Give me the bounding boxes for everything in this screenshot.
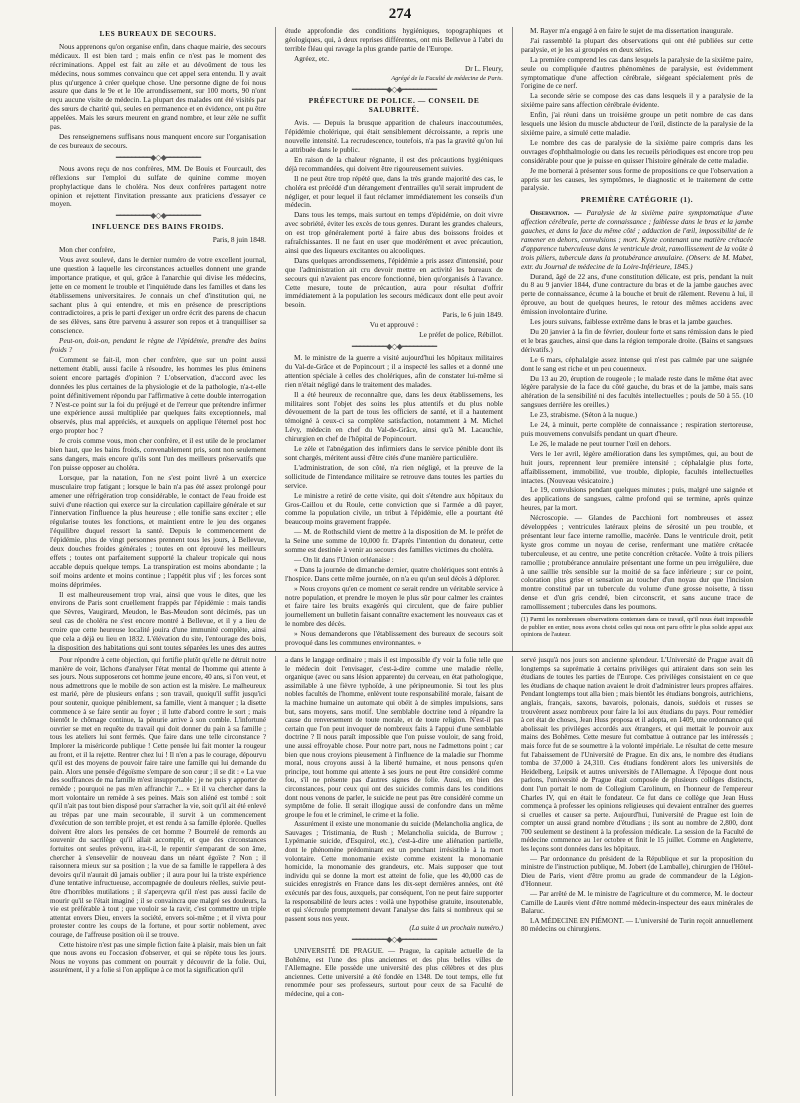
paragraph: Le 23, strabisme. (Séton à la nuque.) bbox=[530, 410, 638, 420]
paragraph: Le 24, à minuit, perte complète de connaissance ; respiration stertoreuse, puis mouvemens convulsifs pendant un quart d'heure. bbox=[521, 420, 753, 438]
column-rule bbox=[275, 27, 276, 651]
paragraph: Des renseignemens suffisans nous manquent encore sur l'organisation de ces bureaux de secours. bbox=[50, 131, 266, 150]
upper-column-1 bbox=[50, 27, 266, 652]
paragraph: Le 6 mars, céphalalgie assez intense qui n'est pas calmée par une saignée dont le sang est riche et un peu couenneux. bbox=[521, 354, 753, 373]
paragraph: servé jusqu'à nos jours son ancienne splendeur. L'Université de Prague avait dû longtemps sa suprématie à certains privilèges qui attiraient dans son sein les étudians de toutes les parties de l'Europe. Ces privilèges consistaient en ce que les étudians de chaque nation avaient le droit d'administrer leurs propres affaires. Pendant longtemps tout alla bien ; mais bientôt les étudians bongrois, autrichiens, anglais, français, saxons, bavarois, polonais, danois, suédois et russes se trouvèrent assez nombreux pour faire la loi aux étudians du pays. Pour remédier à cet état de choses, Jean Huss proposa et il adopta, en 1409, une ordonnance qui abolissait les privilèges accordés aux étrangers, et qui mettait le pouvoir aux mains des Bohêmes. Cette mesure fut combattue à outrance par les intéressés ; mais force fut de se soumettre à la volonté impériale. Le résultat de cette mesure fut l'abaissement de l'Université de Prague. En dix ans, le nombre des étudians tomba de 37,000 à 24,310. Ces étudians fondèrent alors les universités de Heidelberg, Leipsik et autres universités de l'Allemagne. À l'époque dont nous parlons, l'université de Prague était composée de plusieurs collèges distincts, dont l'un portait le nom de Collegium Carolinum, en l'honneur de l'empereur Charles IV, qui en était le fondateur. Ce fut dans ce collège que Jean Huss commença à professer les opinions religieuses qui devaient entraîner des guerres si cruelles et causer sa perte. Aujourd'hui, l'université de Prague est loin de compter un aussi grand nombre d'étudians ; ils sont au nombre de 2,800, dont 700 seulement se destinent à la profession médicale. La session de la Faculté de médecine commence au 1er octobre et finit le 15 juillet. Comme en Angleterre, les leçons sont données dans les hôpitaux. bbox=[521, 656, 753, 854]
paragraph: Nous apprenons qu'on organise enfin, dans chaque mairie, des secours médicaux. Il est bien tard ; mais enfin ce n'est pas le moment des récriminations. Appel est fait au zèle et au dévoûment de tous les médecins, nous sommes convaincu que cet appel sera entendu. Il y avait plus qu'urgence à créer quelque chose. Une personne digne de foi nous assure que dans le 9e et le 10e arrondissement, sur 100 morts, 90 n'ont reçu aucune visite de médecin. La plupart des malades ont été visités par des sœurs de charité qui, seules en permanence et en évidence, ont pu être appelées. Mais les sœurs meurent en grand nombre, et leur zèle ne suffit pas. bbox=[50, 41, 266, 132]
lower-column-3 bbox=[521, 656, 753, 1096]
column-rule bbox=[275, 656, 276, 1096]
paragraph: » Nous croyons qu'en ce moment ce serait rendre un véritable service à notre population, et prendre le moyen le plus sûr pour calmer les craintes et faire taire les bruits exagérés qui circulent, que de faire publier journellement un bulletin faisant connaître exactement les nouveaux cas et le nombre des décès. bbox=[285, 583, 503, 629]
paragraph: Je me bornerai à présenter sous forme de propositions ce que l'observation a appris sur les causes, les symptômes, le diagnostic et le traitement de cette paralysie. bbox=[521, 165, 753, 193]
ornament-divider bbox=[285, 86, 503, 94]
dateline: Paris, le 6 juin 1849. bbox=[442, 310, 503, 320]
column-rule bbox=[512, 656, 513, 1096]
paragraph: Il a été heureux de reconnaître que, dans les deux établissemens, les militaires sont l'objet des soins les plus attentifs et du plus noble dévouement de la part de tous les officiers de santé, et il a hautement témoigné à ceux-ci sa complète satisfaction, notamment à M. Michel Lévy, médecin en chef du Val-de-Grâce, ainsi qu'à M. Lacauchie, chirurgien en chef de l'hôpital de Popincourt. bbox=[285, 389, 503, 444]
ornament-divider bbox=[285, 936, 503, 944]
ornament-divider bbox=[285, 343, 503, 351]
paragraph: » Nous demanderons que l'établissement des bureaux de secours soit provoqué dans les communes environnantes. » bbox=[285, 629, 503, 648]
paragraph: La seconde série se compose des cas dans lesquels il y a paralysie de la sixième paire sans affection cérébrale évidente. bbox=[521, 91, 753, 110]
paragraph: Dans tous les temps, mais surtout en temps d'épidémie, on doit vivre avec sobriété, éviter les excès de tous genres. Durant les grandes chaleurs, on est trop généralement porté à faire abus des boissons froides et rafraîchissantes. Il ne faut en user que modérément et avec précaution, ainsi que des liqueurs excitantes ou alcooliques. bbox=[285, 210, 503, 255]
paragraph: La première comprend les cas dans lesquels la paralysie de la sixième paire, seule ou compliquée d'autres phénomènes de paralysie, est évidemment symptomatique d'une affection cérébrale, siégeant spécialement près de l'origine de ce nerf. bbox=[521, 54, 753, 91]
paragraph: Pour répondre à cette objection, qui fortifie plutôt qu'elle ne détruit notre manière de voir, lâchons d'analyser l'état mental de l'homme qui attente à ses jours. Nous supposerons cet homme jeune encore, 40 ans, si l'on veut, et nous admettrons que le mobile de son action est la misère. Le malheureux est marié, père de plusieurs enfans ; son travail, quoiqu'il suffit jusqu'ici pour soutenir, quoique péniblement, sa famille, vient à manquer ; la disette commence à se faire sentir au foyer ; il lutte d'abord contre le sort ; mais bientôt le chômage continue, la pénurie arrive à son comble. L'infortuné ouvrier se met en requête du travail qui doit donner du pain à sa famille ; tous les ateliers lui sont fermés. Que faire dans une telle circonstance ? Implorer la miséricorde publique ! Cette pensée lui fait monter la rougeur au front, et il la rejette. Rentrer chez lui ! Il n'en a pas le courage, dépourvu qu'il est des moyens de pouvoir faire taire une famille qui lui demande du pain. Alors une pensée d'égoïsme s'empare de son cœur ; il se dit : « La vue des souffrances de ma famille m'est insupportable ; je ne puis y apporter de remède ; pourquoi ne pas m'en affranchir ?... » Et il va chercher dans la mort volontaire un remède à ses peines. Mais son aliéné est tombé : soit qu'il n'ait pas tout bien disposé pour s'arracher la vie, soit qu'il ait été enlevé au trépas par une main secourable, il survit à un commencement d'exécution de son terrible projet, et est rendu à sa famille éplorée. Quelles doivent être alors les pensées de cet homme ? Bourrelé de remords au souvenir du sacrilège qu'il allait accomplir, et que des circonstances fortuites ont seules prévenu, ira-t-il, le repentir s'emparant de son âme, chercher à s'enseveliir de nouveau dans un néant égoïste ? Non ; il raisonnera mieux sur sa position ; la vue de sa famille le rappellera à des devoirs qu'il n'aurait dû jamais oublier ; il aura pour lui la triste expérience d'une tentative infructueuse, accompagnée de douleurs réelles, suivie peut-être d'horribles mutilations ; il s'aperçevra qu'il n'est pas aussi facile de mourir qu'il se l'était imaginé ; il se convaincra que malgré ses douleurs, la vie est préférable à tout ; que vouloir se la ravir, c'est commettre un triple attentat envers Dieu, envers la société, envers soi-même ; et il vivra pour protester contre les coups de la fortune, et pour sortir noblement, avec courage, de l'affreuse position où il se trouve. bbox=[50, 656, 266, 939]
paragraph: Je crois comme vous, mon cher confrère, et il est utile de le proclamer bien haut, que les bains froids, convenablement pris, sont non seulement sans dangers, mais encore qu'ils sont l'un des meilleurs préservatifs que l'on puisse opposer au choléra. bbox=[50, 436, 266, 472]
paragraph: Le 19, convulsions pendant quelques minutes ; puis, malgré une saignée et des applications de sangsues, calme profond qui se termine, après quinze heures, par la mort. bbox=[521, 485, 753, 513]
section-heading: INFLUENCE DES BAINS FROIDS. bbox=[91, 222, 224, 232]
paragraph: Le nombre des cas de paralysie de la sixième paire compris dans les ouvrages d'ophthalmologie ou dans les recueils périodiques est encore trop peu considérable pour que je puisse en quisser l'histoire générale de cette maladie. bbox=[521, 137, 753, 165]
paragraph: M. le ministre de la guerre a visité aujourd'hui les hôpitaux militaires du Val-de-Grâce et de Popincourt ; il a inspecté les salles et a donné une attention spéciale à celles des cholériques, afin de constater lui-même si rien n'était négligé dans le traitement des malades. bbox=[285, 353, 503, 389]
paragraph: Peut-on, doit-on, pendant le règne de l'épidémie, prendre des bains froids ? bbox=[50, 336, 266, 355]
paragraph: Les jours suivans, faiblesse extrême dans le bras et la jambe gauches. bbox=[530, 317, 733, 327]
paragraph: — Par arrêté de M. le ministre de l'agriculture et du commerce, M. le docteur Camille de Laurès vient d'être nommé médecin-inspecteur des eaux minérales de Balaruc. bbox=[521, 890, 753, 916]
paragraph: Il ne peut être trop répété que, dans la très grande majorité des cas, le choléra est précédé d'un dérangement d'entrailles qu'il serait imprudent de négliger, et pour lequel il faut réclamer immédiatement les conseils d'un médecin. bbox=[285, 173, 503, 210]
paragraph: UNIVERSITÉ DE PRAGUE. — Prague, la capitale actuelle de la Bohême, est l'une des plus anciennes et des plus belles villes de l'Allemagne. Elle possède une université des plus célèbres et des plus anciennes. Cette université a été fondée en 1348. De tout temps, elle fut renommée pour ses professeurs, surtout pour ceux de sa Faculté de médecine, qui a con- bbox=[285, 947, 503, 998]
paragraph: Le zèle et l'abnégation des infirmiers dans le service pénible dont ils sont chargés, méritent aussi d'être cités d'une manière particulière. bbox=[285, 444, 503, 462]
horizontal-divider bbox=[50, 651, 753, 652]
paragraph: — Par ordonnance du président de la République et sur la proposition du ministre de l'instruction publique, M. Jobert (de Lamballe), chirurgien de l'Hôtel-Dieu de Paris, vient d'être promu au grade de commandeur de la Légion-d'Honneur. bbox=[521, 854, 753, 889]
salutation: Mon cher confrère, bbox=[59, 245, 116, 255]
observation-title: Paralysie de la sixième paire symptomatique d'une affection cérébrale, perte de connaissance ; faiblesse dans le bras et la jambe gauches, et dans la face du même côté ; adduction de l'œil, impossibilité de le ramener en dehors, convulsions ; mort. Kyste contenant une matière crétacée d'apparence tuberculeuse dans le ventricule droit, ramollissement de la voûte à trois piliers, tubercule dans la protubérance annulaire. (Observ. de M. Mabet, extr. du Journal de médecine de la Loire-Inférieure, 1845.) bbox=[521, 208, 753, 271]
signature-title: Agrégé de la Faculté de médecine de Paris. bbox=[391, 74, 503, 82]
paragraph: Le ministre a retiré de cette visite, qui doit s'étendre aux hôpitaux du Gros-Caillou et du Roule, cette conviction que si l'armée a dû payer, comme la population civile, un tribut à l'épidémie, elle a pourtant été beaucoup moins gravement frappée. bbox=[285, 490, 503, 527]
paragraph: Comment se fait-il, mon cher confrère, que sur un point aussi nettement établi, aussi facile à résoudre, les hommes les plus éminens soient encore partagés d'opinion ? L'observation, d'accord avec les données les plus certaines de la physiologie et de la pathologie, n'a-t-elle point définitivement répondu par l'affirmative à cette double interrogation ? N'est-ce point sur la foi du préjugé et de l'erreur que prétendre infirmer une expérience aussi multipliée par quelques faits exceptionnels, mal observés, plus mal appréciés, et auxquels on applique l'éternel post hoc ergo propter hoc ? bbox=[50, 355, 266, 436]
lower-column-2 bbox=[285, 656, 503, 1096]
lower-column-1 bbox=[50, 656, 266, 1096]
paragraph: L'administration, de son côté, n'a rien négligé, et la preuve de la sollicitude de l'intendance militaire se retrouve dans toutes les parties du service. bbox=[285, 462, 503, 490]
section-heading: LES BUREAUX DE SECOURS. bbox=[99, 29, 217, 38]
continuation-note: (La suite à un prochain numéro.) bbox=[409, 924, 503, 933]
paragraph: Nécroscopie. — Glandes de Pacchioni fort nombreuses et assez développées ; ventricules latéraux pleins de sérosité un peu trouble, et présentant leur face interne ramollie, macérée. Dans le ventricule droit, petit kyste gros comme un noyau de cerise, renfermant une matière crétacée tuberculeuse, et au centre, une petite concrétion crétacée. Voûte à trois piliers ramollie ; protubérance annulaire présentant une forme un peu irrégulière, due à une saillie très sensible sur la moitié de sa face inférieure ; sur ce point, coloration plus grise et sensation au toucher d'un noyau dur que l'incision montre constitué par un tubercule du volume d'une grosse noisette, à tissu dense et d'un gris cendré, bien circonscrit, et sans aucune trace de ramollissement ; tubercules dans les poumons. bbox=[521, 513, 753, 612]
paragraph: Agréez, etc. bbox=[294, 53, 330, 63]
paragraph: Avis. — Depuis la brusque apparition de chaleurs inaccoutumées, l'épidémie cholérique, qui était sensiblement décroissante, a repris une nouvelle intensité. La recrudescence, toutefois, n'a pas la gravité qu'on lui a attribuée dans le public. bbox=[285, 118, 503, 154]
upper-column-3 bbox=[521, 27, 753, 652]
ornament-divider bbox=[50, 212, 266, 220]
dateline: Paris, 8 juin 1848. bbox=[212, 235, 266, 245]
paragraph: — M. de Rothschild vient de mettre à la disposition de M. le préfet de la Seine une somme de 10,000 fr. D'après l'intention du donateur, cette somme est destinée à venir au secours des familles victimes du choléra. bbox=[285, 527, 503, 555]
paragraph: Assurément il existe une monomanie du suicide (Melancholia anglica, de Sauvages ; Tristimania, de Rush ; Melancholia suicida, de Burrow ; Lypémanie suicide, d'Esquirol, etc.), c'est-à-dire une aliénation partielle, dont le phénomène prédominant est un penchant irrésistible à la mort volontaire. Cette monomanie existe comme existent la monomanie homicide, la monomanie des grandeurs, etc. Mais supposer que tout individu qui se donne la mort est atteint de folie, que les 40,000 cas de suicides enregistrés en France dans les dix-sept dernières années, ont été exécutés par des fous, auxquels, par conséquent, l'on ne peut faire supporter la responsabilité de leurs actes : voilà une hypothèse gratuite, insoutenable, et qui s'écroule promptement devant l'analyse des faits si nombreux qui se passent sous nos yeux. bbox=[285, 820, 503, 923]
paragraph: Du 20 janvier à la fin de février, douleur forte et sans rémission dans le pied et le bras gauches, ainsi que dans la région temporale droite. (Bains et sangsues dérivatifs.) bbox=[521, 327, 753, 354]
paragraph: étude approfondie des conditions hygiéniques, topographiques et géologiques, qui, à deux reprises différentes, ont mis Bellevue à l'abri du terrible fléau qui ravage la plus grande partie de l'Europe. bbox=[285, 27, 503, 53]
upper-column-2 bbox=[285, 27, 503, 652]
paragraph: — On lit dans l'Union orléanaise : bbox=[294, 554, 394, 564]
ornament-divider bbox=[50, 154, 266, 162]
observation-heading bbox=[521, 209, 753, 271]
column-rule bbox=[512, 27, 513, 651]
paragraph: Vous avez soulevé, dans le dernier numéro de votre excellent journal, une question à laquelle les circonstances actuelles donnent une grande importance pratique, et qui, grâce à l'anarchie qui divise les médecins, jette en ce moment le trouble et l'inquiétude dans les familles et dans les établissemens universitaires. Je connais un chef d'institution qui, ne sachant plus à qui entendre, et mis en présence de prescriptions contradictoires, a pris le parti d'exiger un ordre écrit des parens de chacun de ses élèves, sans être parvenu à assurer son repos et à tranquilliser sa conscience. bbox=[50, 255, 266, 336]
paragraph: Dans quelques arrondissemens, l'épidémie a pris assez d'intensité, pour que l'administration ait cru devoir mettre en activité les bureaux de secours qui n'avaient pas encore fonctionné, bien qu'organisés à l'avance. Cette mesure, toute de précaution, aura pour résultat d'offrir immédiatement à la population les secours médicaux dont elle peut avoir besoin. bbox=[285, 255, 503, 310]
paragraph: a dans le langage ordinaire ; mais il est impossible d'y voir la folie telle que le médecin doit l'envisager, c'est-à-dire comme une maladie réelle, organique (avec ou sans lésion apparente) du cerveau, en état pathologique, assimilable à une fièvre typhoïde, à une péripneumonie. Si tout les plus nobles facultés de l'homme, enlèvent toute responsabilité morale, faisant de la machine humaine un automate qui obéit à de simples impulsions, sans but, sans moyens, sans motif. Une semblable doctrine tend à répandre la cause du renversement de toute morale, et de toute religion. N'est-il pas certain que l'on peut invoquer de nombreux faits à l'appui d'une semblable doctrine ? Il nous paraît impossible que l'on puisse vouloir, de sang froid, une aussi effroyable chose. Pour notre part, nous ne l'admettons point ; car bien que nous croyions pieusement à l'influence de la maladie sur l'homme moral, nous croyons aussi à la liberté humaine, et nous pensons qu'en principe, tout homme qui attente à ses jours ne peut être considéré comme fou, s'il ne présente pas d'autres signes de folie. Aussi, en bien des circonstances, pour ceux qui ont des suicides commis dans les conditions dont nous venons de parler, le suicide ne peut pas être considéré comme un symptôme de folie. Il serait illogique aussi de confondre dans un même groupe le fou et le criminel, le crime et la folie. bbox=[285, 656, 503, 819]
paragraph: « Dans la journée de dimanche dernier, quatre cholériques sont entrés à l'hospice. Dans cette même journée, on n'a eu qu'un seul décès à déplorer. bbox=[285, 564, 503, 583]
paragraph: Du 13 au 20, éruption de rougeole ; le malade reste dans le même état avec légère paralysie de la face du côté gauche, du bras et de la jambe, mais sans altération de la sensibilité ni des facultés intellectuelles ; pouls de 50 à 55. (10 sangsues derrière les oreilles.) bbox=[521, 373, 753, 410]
paragraph: M. Rayer m'a engagé à en faire le sujet de ma dissertation inaugurale. bbox=[530, 27, 734, 35]
category-heading: PREMIÈRE CATÉGORIE (1). bbox=[580, 195, 694, 205]
paragraph: LA MÉDECINE EN PIÉMONT. — L'université de Turin reçoit annuellement 80 médecins ou chirurgiens. bbox=[521, 916, 753, 934]
approval: Vu et approuvé : bbox=[369, 320, 419, 330]
page-number: 274 bbox=[388, 6, 412, 22]
paragraph: Vers le 1er avril, légère amélioration dans les symptômes, qui, au bout de huit jours, reprennent leur première intensité ; céphalalgie plus forte, affaiblissement, immobilité, vue trouble, diplopie, facultés intellectuelles intactes. (Nouveau vésicatoire.) bbox=[521, 448, 753, 485]
observation-label: Observation. — bbox=[530, 208, 582, 218]
paragraph: Le 26, le malade ne peut tourner l'œil en dehors. bbox=[530, 438, 671, 448]
paragraph: Il est malheureusement trop vrai, ainsi que vous le dites, que les environs de Paris sont cruellement frappés par l'épidémie : mais tandis que Sèvres, Vaugirard, Meudon, le Bas-Meudon sont décimés, pas un seul cas de choléra ne s'est encore montré à Bellevue, et il y a lieu de croire que cette heureuse localité jouira d'une immunité complète, ainsi que cela a déjà eu lieu en 1832. L'élévation du site, l'entourage des bois, la disposition des habitations qui sont toutes séparées les unes des autres bbox=[50, 589, 266, 652]
paragraph: Lorsque, par la natation, l'on ne s'est point livré à un exercice musculaire trop fatigant ; lorsque le bain n'a pas été assez prolongé pour amener une réfrigération trop considérable, le contact de l'eau froide est suivi d'une réaction qui exerce sur la circulation capillaire générale et sur l'innervation l'influence la plus heureuse ; elle tonifie sans exciter ; elle régularise toutes les fonctions, et maintient entre le jeu des organes l'équilibre duquel ressort la santé. Depuis le commencement de l'épidémie, plus de vingt personnes prennent tous les jours, à Bellevue, deux douches froides générales ; toutes en ont éprouvé les meilleurs effets ; toutes ont parfaitement supporté la chaleur tropicale qui nous accable depuis quelque temps. La transpiration est moins abondante ; la soif moins ardente et moins continue ; l'appétit plus vif ; les forces sont moins déprimées. bbox=[50, 472, 266, 589]
paragraph: Enfin, j'ai réuni dans un troisième groupe un petit nombre de cas dans lesquels une lésion du muscle abducteur de l'œil, distincte de la paralysie de la sixième paire, a simulé cette maladie. bbox=[521, 110, 753, 137]
paragraph: J'ai rassemblé la plupart des observations qui ont été publiées sur cette paralysie, et je les ai groupées en deux séries. bbox=[521, 35, 753, 54]
signature-name: Le préfet de police, Rébillot. bbox=[419, 330, 503, 340]
signature-name: Dr L. Fleury, bbox=[464, 63, 503, 73]
footnote: (1) Parmi les nombreuses observations contenues dans ce travail, qu'il nous était impossible de publier en entier, nous avons choisi celles qui nous ont paru offrir le plus solide appui aux opinions de l'auteur. bbox=[521, 613, 753, 638]
paragraph: En raison de la chaleur régnante, il est des précautions hygiéniques déjà recommandées, qui doivent être rigoureusement suivies. bbox=[285, 154, 503, 173]
paragraph: Durand, âgé de 22 ans, d'une constitution délicate, est pris, pendant la nuit du 8 au 9 janvier 1844, d'une contracture du bras et de la jambe gauches avec perte de connaissance, écume à la bouche et bruit de râlement. Revenu à lui, il éprouve, au bout de quelques heures, le retour des mêmes accidens avec émission involontaire d'urine. bbox=[521, 271, 753, 317]
paragraph: Cette histoire n'est pas une simple fiction faite à plaisir, mais bien un fait que nous avons eu l'occasion d'observer, et qui se répète tous les jours. Nous ne voyons pas comment on pourrait y découvrir de la folie. Oui, assurément, il y a folie si l'on applique à ce mot la signification qu'il bbox=[50, 940, 266, 975]
section-heading: PRÉFECTURE DE POLICE. — CONSEIL DE SALUBRITÉ. bbox=[308, 96, 480, 115]
paragraph: Nous avons reçu de nos confrères, MM. De Bouis et Fourcault, des réflexions sur l'emploi du sulfate de quinine comme moyen prophylactique dans le choléra. Nos deux confrères partagent notre opinion et rejettent l'invitation pressante aux praticiens d'essayer ce moyen. bbox=[50, 163, 266, 209]
